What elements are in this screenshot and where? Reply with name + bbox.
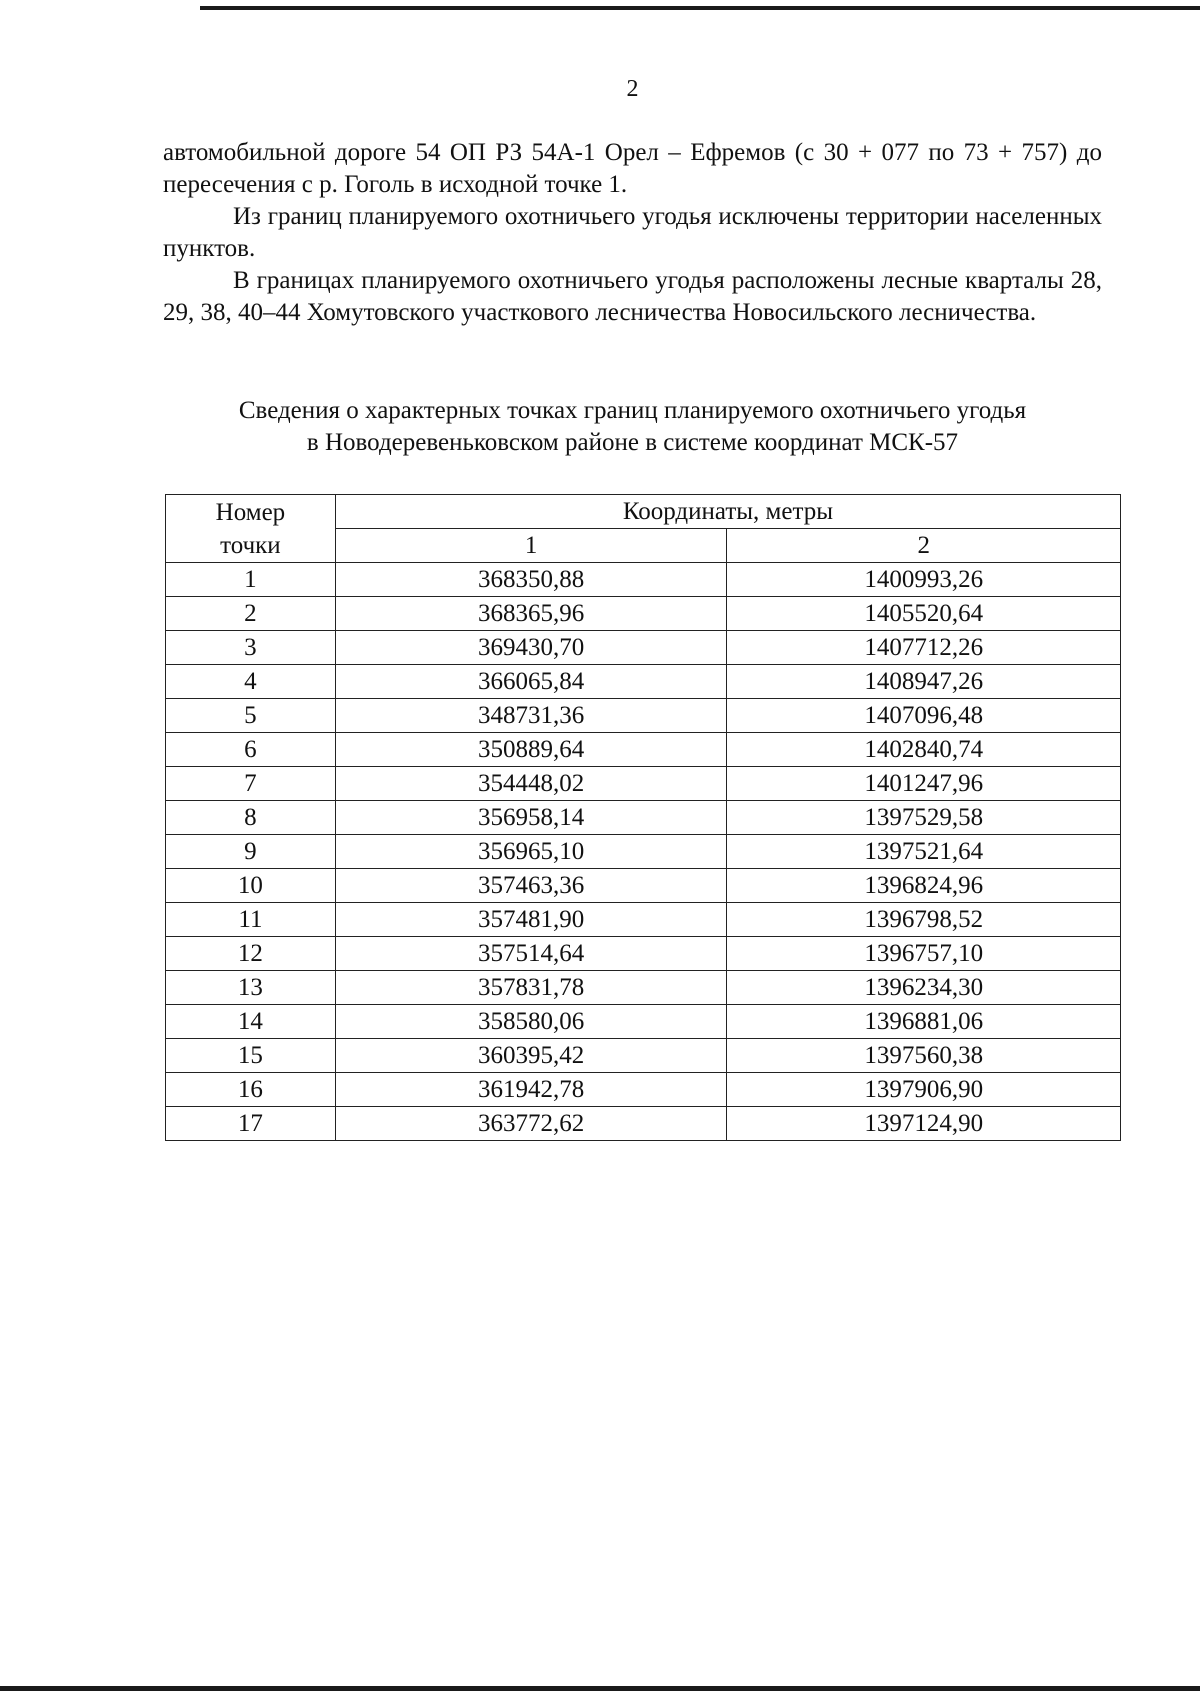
table-body bbox=[166, 563, 1121, 1141]
table-row bbox=[166, 665, 1121, 699]
point-number-cell: 16 bbox=[166, 1073, 336, 1107]
coord-1-cell: 356965,10 bbox=[335, 835, 727, 869]
paragraph-forest-quarters: В границах планируемого охотничьего угодья расположены лесные кварталы 28, 29, 38, 40–44 Хомутовского участкового лесничества Новосильского лесничества. bbox=[163, 267, 1102, 326]
coord-1-cell: 356958,14 bbox=[335, 801, 727, 835]
coord-2-cell: 1396881,06 bbox=[727, 1005, 1121, 1039]
table-row bbox=[166, 563, 1121, 597]
table-row bbox=[166, 1107, 1121, 1141]
header-col-1: 1 bbox=[335, 529, 727, 563]
table-row bbox=[166, 1039, 1121, 1073]
table-row bbox=[166, 869, 1121, 903]
point-number-cell: 8 bbox=[166, 801, 336, 835]
point-number-cell: 4 bbox=[166, 665, 336, 699]
coord-2-cell: 1397906,90 bbox=[727, 1073, 1121, 1107]
table-row bbox=[166, 1073, 1121, 1107]
coord-2-cell: 1396824,96 bbox=[727, 869, 1121, 903]
coord-1-cell: 361942,78 bbox=[335, 1073, 727, 1107]
bottom-scan-border bbox=[0, 1686, 1200, 1691]
coordinates-table bbox=[165, 494, 1121, 1141]
coord-2-cell: 1407096,48 bbox=[727, 699, 1121, 733]
coord-2-cell: 1405520,64 bbox=[727, 597, 1121, 631]
table-row bbox=[166, 937, 1121, 971]
coord-1-cell: 357481,90 bbox=[335, 903, 727, 937]
coord-2-cell: 1408947,26 bbox=[727, 665, 1121, 699]
point-number-cell: 5 bbox=[166, 699, 336, 733]
table-row bbox=[166, 733, 1121, 767]
coord-1-cell: 357831,78 bbox=[335, 971, 727, 1005]
header-point-number bbox=[166, 495, 336, 563]
table-row bbox=[166, 835, 1121, 869]
point-number-cell: 1 bbox=[166, 563, 336, 597]
table-row bbox=[166, 801, 1121, 835]
coord-2-cell: 1396798,52 bbox=[727, 903, 1121, 937]
coord-1-cell: 366065,84 bbox=[335, 665, 727, 699]
coord-2-cell: 1400993,26 bbox=[727, 563, 1121, 597]
point-number-cell: 9 bbox=[166, 835, 336, 869]
table-row bbox=[166, 971, 1121, 1005]
coord-2-cell: 1397529,58 bbox=[727, 801, 1121, 835]
table-row bbox=[166, 1005, 1121, 1039]
body-text bbox=[163, 137, 1102, 329]
header-col-2: 2 bbox=[727, 529, 1121, 563]
coord-2-cell: 1397124,90 bbox=[727, 1107, 1121, 1141]
coord-2-cell: 1397560,38 bbox=[727, 1039, 1121, 1073]
point-number-cell: 14 bbox=[166, 1005, 336, 1039]
coord-1-cell: 357463,36 bbox=[335, 869, 727, 903]
point-number-cell: 3 bbox=[166, 631, 336, 665]
paragraph-excluded-territories: Из границ планируемого охотничьего угодья исключены территории населенных пунктов. bbox=[163, 203, 1102, 262]
caption-line-1: Сведения о характерных точках границ планируемого охотничьего угодья bbox=[238, 397, 1027, 424]
table-row bbox=[166, 699, 1121, 733]
page-number: 2 bbox=[626, 76, 639, 102]
point-number-cell: 6 bbox=[166, 733, 336, 767]
point-number-cell: 17 bbox=[166, 1107, 336, 1141]
coord-1-cell: 363772,62 bbox=[335, 1107, 727, 1141]
coord-2-cell: 1401247,96 bbox=[727, 767, 1121, 801]
top-scan-border bbox=[200, 6, 1200, 10]
table-row bbox=[166, 767, 1121, 801]
coord-1-cell: 368350,88 bbox=[335, 563, 727, 597]
coord-1-cell: 368365,96 bbox=[335, 597, 727, 631]
header-coordinates: Координаты, метры bbox=[335, 495, 1120, 529]
point-number-cell: 7 bbox=[166, 767, 336, 801]
table-row bbox=[166, 597, 1121, 631]
point-number-cell: 11 bbox=[166, 903, 336, 937]
coord-1-cell: 360395,42 bbox=[335, 1039, 727, 1073]
coord-1-cell: 350889,64 bbox=[335, 733, 727, 767]
header-point-number-line1: Номер bbox=[215, 498, 286, 526]
point-number-cell: 2 bbox=[166, 597, 336, 631]
table-row bbox=[166, 631, 1121, 665]
point-number-cell: 15 bbox=[166, 1039, 336, 1073]
point-number-cell: 12 bbox=[166, 937, 336, 971]
coord-1-cell: 369430,70 bbox=[335, 631, 727, 665]
header-point-number-line2: точки bbox=[220, 531, 281, 559]
coord-2-cell: 1397521,64 bbox=[727, 835, 1121, 869]
table-row bbox=[166, 903, 1121, 937]
coord-2-cell: 1396234,30 bbox=[727, 971, 1121, 1005]
coord-2-cell: 1402840,74 bbox=[727, 733, 1121, 767]
point-number-cell: 13 bbox=[166, 971, 336, 1005]
caption-line-2: в Новодеревеньковском районе в системе координат МСК-57 bbox=[306, 429, 959, 456]
coord-1-cell: 358580,06 bbox=[335, 1005, 727, 1039]
coord-2-cell: 1396757,10 bbox=[727, 937, 1121, 971]
coord-1-cell: 357514,64 bbox=[335, 937, 727, 971]
point-number-cell: 10 bbox=[166, 869, 336, 903]
coord-1-cell: 348731,36 bbox=[335, 699, 727, 733]
coord-1-cell: 354448,02 bbox=[335, 767, 727, 801]
table-caption bbox=[163, 395, 1102, 459]
paragraph-road: автомобильной дороге 54 ОП РЗ 54А-1 Орел – Ефремов (с 30 + 077 по 73 + 757) до пересечения с р. Гоголь в исходной точке 1. bbox=[163, 139, 1102, 198]
coord-2-cell: 1407712,26 bbox=[727, 631, 1121, 665]
